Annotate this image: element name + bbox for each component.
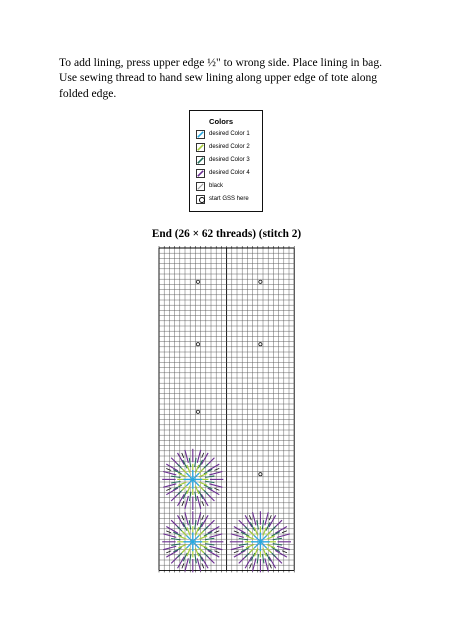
legend-item-black xyxy=(196,181,223,191)
stitch-chart xyxy=(155,245,300,585)
legend-label: desired Color 2 xyxy=(209,144,250,150)
gss-start-circle xyxy=(196,343,199,346)
legend-item-color-2 xyxy=(196,142,250,152)
flower-motif xyxy=(162,449,223,510)
legend-item-color-1 xyxy=(196,129,250,139)
green-stitch-icon xyxy=(196,143,205,152)
blue-stitch-icon xyxy=(196,130,205,139)
legend-label: desired Color 3 xyxy=(209,157,250,163)
color-legend xyxy=(189,110,263,212)
black-stitch-icon xyxy=(196,182,205,191)
flower-motif xyxy=(162,511,223,572)
gss-start-circle xyxy=(196,410,199,413)
legend-label: start GSS here xyxy=(209,196,249,202)
gss-start-circle xyxy=(259,343,262,346)
teal-stitch-icon xyxy=(196,156,205,165)
flower-motif xyxy=(230,511,291,572)
purple-stitch-icon xyxy=(196,169,205,178)
legend-item-start-gss xyxy=(196,194,249,204)
legend-label: desired Color 1 xyxy=(209,131,250,137)
legend-item-color-4 xyxy=(196,168,250,178)
circle-symbol-icon xyxy=(196,195,205,204)
gss-start-circle xyxy=(259,280,262,283)
stitch-grid xyxy=(155,245,300,580)
instructions-paragraph: To add lining, press upper edge ½" to wrong side. Place lining in bag. Use sewing thread to hand sew lining along upper edge of tote along folded edge. xyxy=(59,56,383,100)
chart-title: End (26 × 62 threads) (stitch 2) xyxy=(151,228,302,240)
legend-label: desired Color 4 xyxy=(209,170,250,176)
legend-label: black xyxy=(209,183,224,189)
gss-start-circle xyxy=(259,473,262,476)
legend-title: Colors xyxy=(209,117,234,126)
gss-start-circle xyxy=(196,280,199,283)
legend-item-color-3 xyxy=(196,155,250,165)
